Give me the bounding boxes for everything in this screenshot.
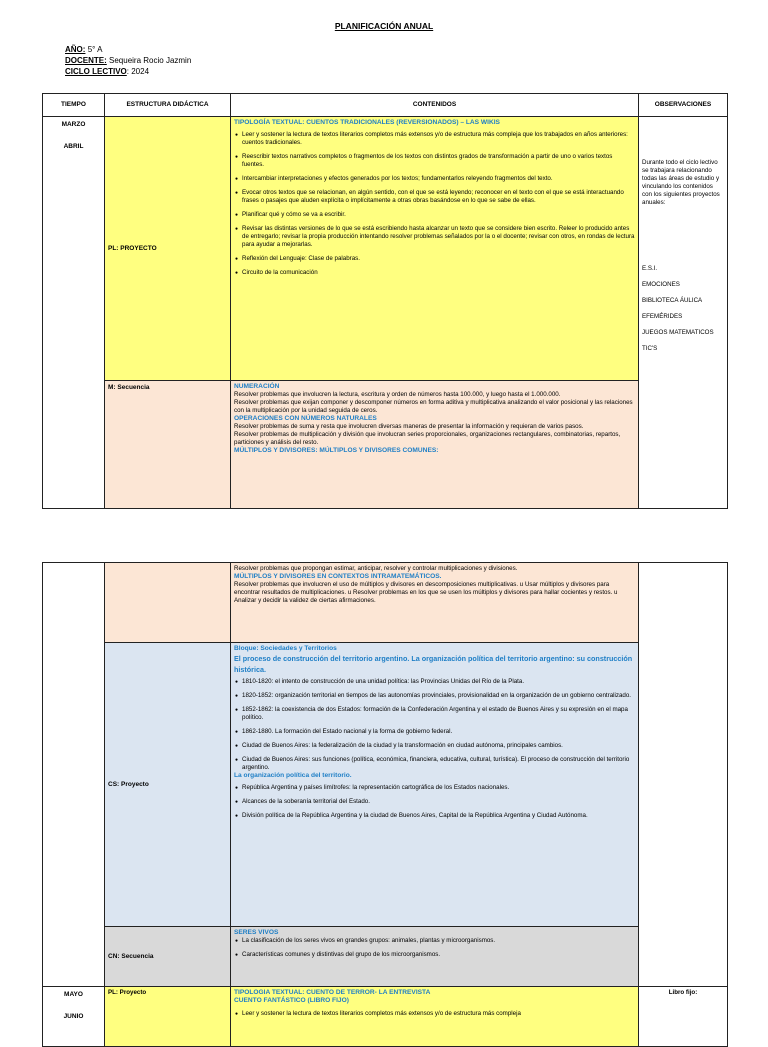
observations-cell [639,117,728,509]
list-item: ● Intercambiar interpretaciones y efectos generados por los textos; fundamentarlos releyendo fragmentos del texto. [234,175,635,183]
list-item: ● Evocar otros textos que se relacionan, en algún sentido, con el que se está leyendo; reconocer en el texto con el que se está interactuando frases o pasajes que aluden explícita o implícitamente a otras obras basándose en lo que se sabe de ellas. [234,189,635,205]
header-meta [65,44,191,77]
project-juegos: JUEGOS MATEMATICOS [642,329,714,336]
structure-m: M: Secuencia [105,381,231,509]
teacher-line [65,55,191,66]
project-biblioteca: BIBLIOTECA ÁULICA [642,297,703,304]
cycle-value: : 2024 [126,67,150,76]
year-value: 5° A [87,45,103,54]
structure-pl: PL: PROYECTO [105,117,231,381]
pl2-subheading: CUENTO FANTÁSTICO (LIBRO FIJO) [234,997,349,1004]
project-emociones: EMOCIONES [642,281,680,288]
m-paragraph: Resolver problemas que exijan componer y descomponer números en forma aditiva y multiplicativa analizando el valor posicional y las relaciones con la multiplicación por la unidad seguida de ceros. [234,399,633,414]
header-contents: CONTENIDOS [231,94,639,117]
header-observations: OBSERVACIONES [639,94,728,117]
list-item: ● República Argentina y países limítrofes: la representación cartográfica de los Estados nacionales. [234,784,635,792]
time-cell-2 [43,987,105,1047]
pl2-heading: TIPOLOGIA TEXTUAL: CUENTO DE TERROR- LA ENTREVISTA [234,989,431,996]
m-paragraph: Resolver problemas de suma y resta que involucren diversas maneras de presentar la información y requieran de varios pasos. [234,423,584,430]
planning-table-1 [42,93,728,509]
cs-heading-bloque: Bloque: Sociedades y Territorios [234,645,337,652]
m-paragraph: Resolver problemas de multiplicación y división que involucran series proporcionales, organizaciones rectangulares, combinatorias, repartos, particiones y análisis del resto. [234,431,621,446]
pl-heading: TIPOLOGÍA TEXTUAL: CUENTOS TRADICIONALES (REVERSIONADOS) – LAS WIKIS [234,119,500,126]
list-item: ● 1862-1880. La formación del Estado nacional y la forma de gobierno federal. [234,728,635,736]
list-item: ● Ciudad de Buenos Aires: sus funciones (política, económica, financiera, educativa, cultural, turística). El proceso de construcción del territorio argentino. [234,756,635,772]
list-item: ● La clasificación de los seres vivos en grandes grupos: animales, plantas y microorganismos. [234,937,635,945]
list-item: ● Reflexión del Lenguaje: Clase de palabras. [234,255,635,263]
observation-libro-fijo: Libro fijo: [639,987,728,1047]
cs-list-1 [234,678,635,772]
m-heading-multiplos: MÚLTIPLOS Y DIVISORES: MÚLTIPLOS Y DIVISORES COMUNES: [234,447,439,454]
structure-cn: CN: Secuencia [105,927,231,987]
structure-cs: CS: Proyecto [105,643,231,927]
project-tics: TIC'S [642,345,658,352]
year-line [65,44,191,55]
observations-empty [639,563,728,987]
contents-m-cont [231,563,639,643]
contents-cs [231,643,639,927]
year-label: AÑO: [65,45,86,54]
month-mayo: MAYO [64,991,83,998]
m-cont-heading: MÚLTIPLOS Y DIVISORES EN CONTEXTOS INTRAMATEMÁTICOS. [234,573,442,580]
pl-list [234,131,635,277]
list-item: ● Características comunes y distintivas del grupo de los microorganismos. [234,951,635,959]
teacher-label: DOCENTE: [65,56,107,65]
structure-pl2: PL: Proyecto [105,987,231,1047]
list-item: ● Reescribir textos narrativos completos o fragmentos de los textos con distintos grados de transformación a partir de uno o varios textos fuentes. [234,153,635,169]
contents-cn [231,927,639,987]
page-title: PLANIFICACIÓN ANUAL [334,21,434,31]
cs-heading-organizacion: La organización política del territorio. [234,772,352,779]
list-item: ● Circuito de la comunicación [234,269,635,277]
m-cont-paragraph: Resolver problemas que involucren el uso de múltiplos y divisores en descomposiciones multiplicativas. u Usar múltiplos y divisores para encontrar resultados de multiplicaciones. u Resolver problemas en los que se usen los múltiplos y divisores para hallar cocientes y restos. u Analizar y decidir la validez de ciertas afirmaciones. [234,581,618,604]
list-item: ● 1810-1820: el intento de construcción de una unidad política: las Provincias Unidas del Río de la Plata. [234,678,635,686]
planning-table-2 [42,562,728,1047]
cn-list [234,937,635,959]
list-item: ● Planificar qué y cómo se va a escribir. [234,211,635,219]
cn-heading: SERES VIVOS [234,929,279,936]
cycle-label: CICLO LECTIVO [65,67,127,76]
header-time: TIEMPO [43,94,105,117]
list-item: ● División política de la República Argentina y la ciudad de Buenos Aires, Capital de la República Argentina y Ciudad Autónoma. [234,812,635,820]
list-item: ● Alcances de la soberanía territorial del Estado. [234,798,635,806]
m-cont-paragraph: Resolver problemas que propongan estimar, anticipar, resolver y controlar multiplicaciones y divisiones. [234,565,518,572]
list-item: ● Leer y sostener la lectura de textos literarios completos más extensos y/o de estructura más compleja que los trabajados en años anteriores: cuentos tradicionales. [234,131,635,147]
cs-list-2 [234,784,635,820]
contents-m [231,381,639,509]
list-item: ● Ciudad de Buenos Aires: la federalización de la ciudad y la transformación en ciudad autónoma, principales cambios. [234,742,635,750]
cycle-line [65,66,191,77]
contents-pl [231,117,639,381]
list-item: ● Leer y sostener la lectura de textos literarios completos más extensos y/o de estructura más compleja [234,1010,635,1018]
month-abril: ABRIL [63,143,84,150]
observations-intro: Durante todo el ciclo lectivo se trabajara relacionando todas las áreas de estudio y vinculando los contenidos con los siguientes proyectos anuales: [642,159,720,206]
list-item: ● 1820-1852: organización territorial en tiempos de las autonomías provinciales, provisionalidad en la organización de un gobierno centralizado. [234,692,635,700]
cs-heading-proceso: El proceso de construcción del territorio argentino. La organización política del territorio argentino: su construcción histórica. [234,654,633,674]
project-esi: E.S.I. [642,265,658,272]
teacher-value: Sequeira Rocio Jazmin [109,56,192,65]
time-cell-empty [43,563,105,987]
header-structure: ESTRUCTURA DIDÁCTICA [105,94,231,117]
pl2-list [234,1010,635,1018]
list-item: ● 1852-1862: la coexistencia de dos Estados: formación de la Confederación Argentina y el estado de Buenos Aires y su expresión en el mapa político. [234,706,635,722]
month-marzo: MARZO [61,121,86,128]
month-junio: JUNIO [63,1013,84,1020]
structure-m-cont [105,563,231,643]
project-efemerides: EFEMÉRIDES [642,313,683,320]
m-paragraph: Resolver problemas que involucren la lectura, escritura y orden de números hasta 100.000, y luego hasta el 1.000.000. [234,391,561,398]
m-heading-operaciones: OPERACIONES CON NÚMEROS NATURALES [234,415,377,422]
list-item: ● Revisar las distintas versiones de lo que se está escribiendo hasta alcanzar un texto que se considere bien escrito. Releer lo producido antes de entregarlo; revisar la propia producción intentando resolver problemas señalados por la o el docente; revisar con otros, en rondas de lectura para ayudar a mejorarlas. [234,225,635,249]
m-heading-numeracion: NUMERACIÓN [234,383,280,390]
time-cell [43,117,105,509]
contents-pl2 [231,987,639,1047]
